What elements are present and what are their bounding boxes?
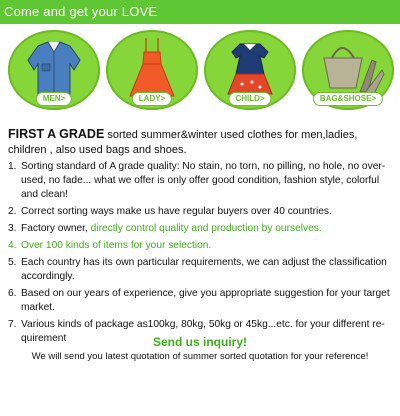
headline (8, 127, 398, 158)
category-lady[interactable] (106, 30, 198, 110)
category-child[interactable] (204, 30, 296, 110)
top-banner (0, 0, 400, 24)
category-label: BAG&SHOSE> (313, 92, 383, 106)
category-row (0, 30, 400, 112)
category-men[interactable] (8, 30, 100, 110)
send-inquiry-link[interactable]: Send us inquiry! (152, 335, 247, 349)
category-label: MEN> (36, 92, 72, 106)
list-item: 4. Over 100 kinds of items for your selection. (8, 240, 212, 251)
category-label: LADY> (132, 92, 172, 106)
list-item: 6. Based on our years of experience, give you appropriate suggestion for your target market. (8, 288, 390, 313)
list-item: 3. Factory owner, directly control quality and production by ourselves. (8, 223, 322, 234)
headline-text: sorted summer&winter used clothes for men,ladies, children , also used bags and shoes. (8, 129, 358, 156)
list-item: 2. Correct sorting ways make us have regular buyers over 40 countries. (8, 206, 332, 217)
quotation-note: We will send you latest quotation of summer sorted quotation for your reference! (31, 351, 369, 362)
feature-list (8, 160, 396, 349)
highlight-text: directly control quality and production by ourselves. (90, 223, 322, 234)
banner-text: Come and get your LOVE (4, 4, 158, 19)
list-item: 1. Sorting standard of A grade quality: No stain, no torn, no pilling, no hole, no over-used, no fade... what we offer is only offer good condition, fashion style, colorful and clean! (8, 161, 386, 200)
list-item: 7. Various kinds of package as100kg, 80kg, 50kg or 45kg...etc. for your different re-quirement (8, 319, 385, 344)
category-label: CHILD> (228, 92, 271, 106)
list-item: 5. Each country has its own particular requirements, we can adjust the classification accordingly. (8, 257, 387, 282)
category-bags-shoes[interactable] (302, 30, 394, 110)
brand-title: FIRST A GRADE (8, 127, 105, 141)
